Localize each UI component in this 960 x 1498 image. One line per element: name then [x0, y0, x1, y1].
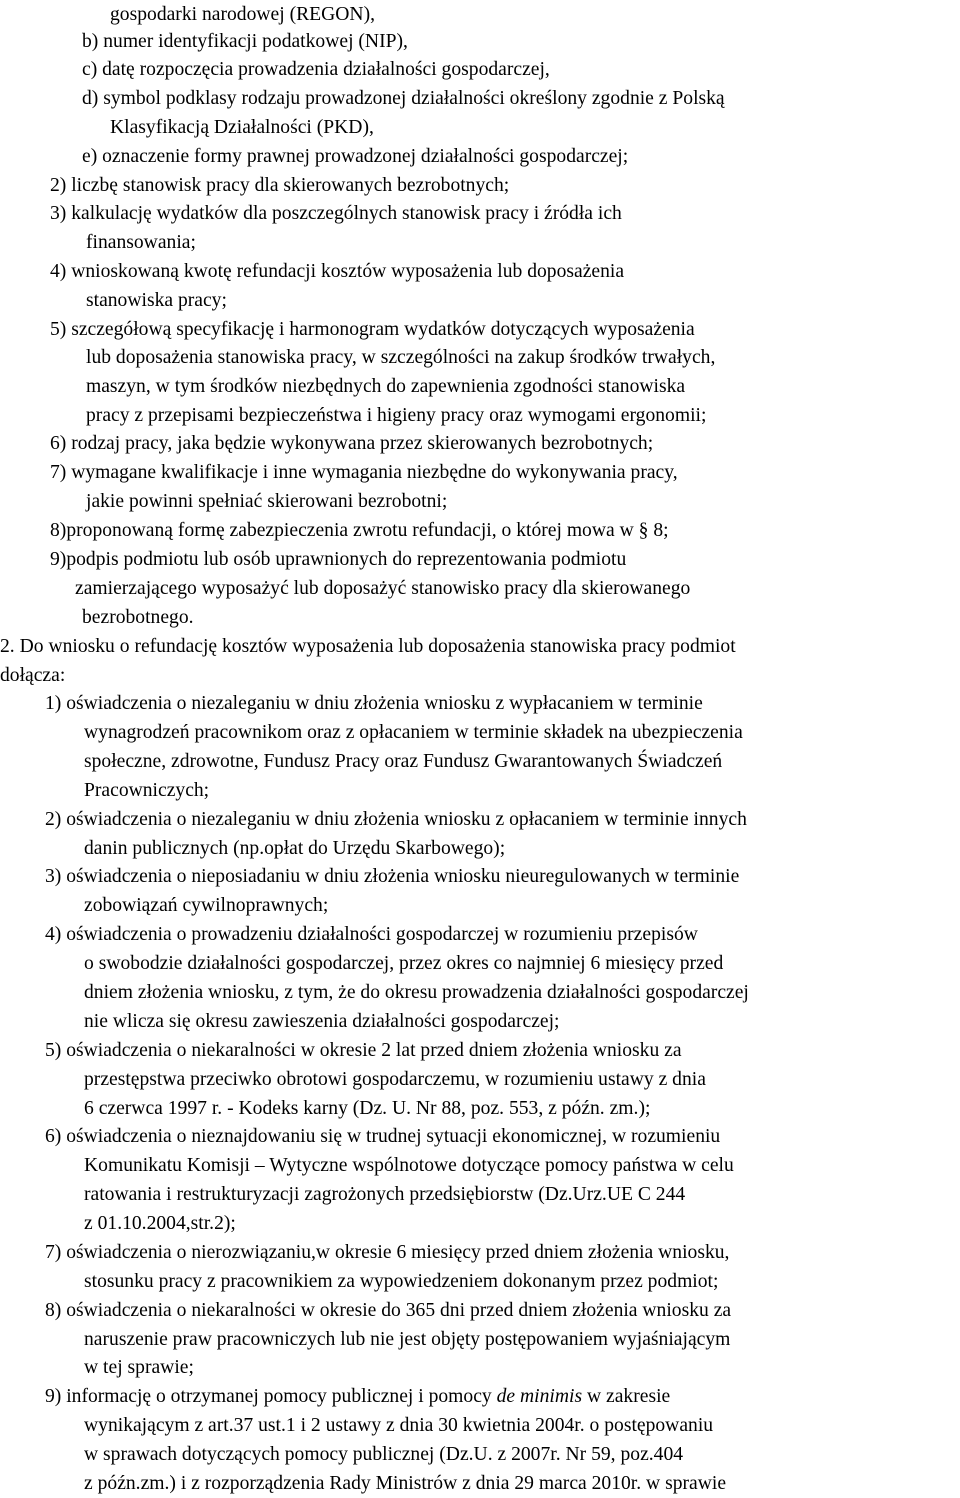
- text-line: danin publicznych (np.opłat do Urzędu Skarbowego);: [84, 838, 506, 859]
- list-item-line: 4) oświadczenia o prowadzeniu działalności gospodarczej w rozumieniu przepisów: [45, 924, 698, 945]
- text-line: jakie powinni spełniać skierowani bezrobotni;: [86, 491, 448, 512]
- text-line: w tej sprawie;: [84, 1357, 194, 1378]
- text-line: 8)proponowaną formę zabezpieczenia zwrotu refundacji, o której mowa w § 8;: [50, 520, 669, 541]
- text-line: 4) wnioskowaną kwotę refundacji kosztów wyposażenia lub doposażenia: [50, 261, 625, 282]
- text-line: wynikającym z art.37 ust.1 i 2 ustawy z dnia 30 kwietnia 2004r. o postępowaniu: [84, 1415, 714, 1436]
- text-line: b) numer identyfikacji podatkowej (NIP),: [82, 31, 408, 52]
- text-line: zamierzającego wyposażyć lub doposażyć stanowisko pracy dla skierowanego: [75, 578, 691, 599]
- text-line: w sprawach dotyczących pomocy publicznej (Dz.U. z 2007r. Nr 59, poz.404: [84, 1444, 684, 1465]
- text-line: Pracowniczych;: [84, 780, 210, 801]
- text-line: stosunku pracy z pracownikiem za wypowiedzeniem dokonanym przez podmiot;: [84, 1271, 719, 1292]
- text-span: w zakresie: [586, 1386, 671, 1407]
- text-line: e) oznaczenie formy prawnej prowadzonej działalności gospodarczej;: [82, 146, 629, 167]
- text-line: społeczne, zdrowotne, Fundusz Pracy oraz Fundusz Gwarantowanych Świadczeń: [84, 751, 723, 772]
- text-line: 3) kalkulację wydatków dla poszczególnych stanowisk pracy i źródła ich: [50, 203, 622, 224]
- text-line: dołącza:: [0, 665, 66, 686]
- list-item-line: 6) oświadczenia o nieznajdowaniu się w trudnej sytuacji ekonomicznej, w rozumieniu: [45, 1126, 721, 1147]
- text-line: 5) szczegółową specyfikację i harmonogram wydatków dotyczących wyposażenia: [50, 319, 695, 340]
- text-line: Komunikatu Komisji – Wytyczne wspólnotowe dotyczące pomocy państwa w celu: [84, 1155, 734, 1176]
- text-line: 6) rodzaj pracy, jaka będzie wykonywana przez skierowanych bezrobotnych;: [50, 433, 654, 454]
- text-line: zobowiązań cywilnoprawnych;: [84, 895, 329, 916]
- list-item-line: 2) oświadczenia o niezaleganiu w dniu złożenia wniosku z opłacaniem w terminie innych: [45, 809, 747, 830]
- text-line: c) datę rozpoczęcia prowadzenia działalności gospodarczej,: [82, 59, 550, 80]
- text-line: 2) liczbę stanowisk pracy dla skierowanych bezrobotnych;: [50, 175, 510, 196]
- text-line: dniem złożenia wniosku, z tym, że do okresu prowadzenia działalności gospodarczej: [84, 982, 749, 1003]
- text-line: finansowania;: [86, 232, 196, 253]
- text-line: 6 czerwca 1997 r. - Kodeks karny (Dz. U. Nr 88, poz. 553, z późn. zm.);: [84, 1098, 651, 1119]
- list-item-line: 3) oświadczenia o nieposiadaniu w dniu złożenia wniosku nieuregulowanych w terminie: [45, 866, 740, 887]
- text-line: pracy z przepisami bezpieczeństwa i higieny pracy oraz wymogami ergonomii;: [86, 405, 707, 426]
- text-line: d) symbol podklasy rodzaju prowadzonej działalności określony zgodnie z Polską: [82, 88, 725, 109]
- list-item-line: [45, 1382, 670, 1411]
- text-line: maszyn, w tym środków niezbędnych do zapewnienia zgodności stanowiska: [86, 376, 686, 397]
- italic-term: de minimis: [496, 1386, 583, 1407]
- text-line: lub doposażenia stanowiska pracy, w szczególności na zakup środków trwałych,: [86, 347, 716, 368]
- list-item-line: 5) oświadczenia o niekaralności w okresie 2 lat przed dniem złożenia wniosku za: [45, 1040, 682, 1061]
- list-item-line: 1) oświadczenia o niezaleganiu w dniu złożenia wniosku z wypłacaniem w terminie: [45, 693, 703, 714]
- text-line: 9)podpis podmiotu lub osób uprawnionych do reprezentowania podmiotu: [50, 549, 627, 570]
- text-line: wynagrodzeń pracownikom oraz z opłacaniem w terminie składek na ubezpieczenia: [84, 722, 743, 743]
- text-line: gospodarki narodowej (REGON),: [110, 4, 376, 25]
- text-line: naruszenie praw pracowniczych lub nie jest objęty postępowaniem wyjaśniającym: [84, 1329, 731, 1350]
- text-line: 7) wymagane kwalifikacje i inne wymagania niezbędne do wykonywania pracy,: [50, 462, 678, 483]
- list-item-line: 8) oświadczenia o niekaralności w okresie do 365 dni przed dniem złożenia wniosku za: [45, 1300, 732, 1321]
- text-line: z późn.zm.) i z rozporządzenia Rady Ministrów z dnia 29 marca 2010r. w sprawie: [84, 1473, 727, 1494]
- text-line: nie wlicza się okresu zawieszenia działalności gospodarczej;: [84, 1011, 560, 1032]
- text-line: stanowiska pracy;: [86, 290, 227, 311]
- text-span: 9) informację o otrzymanej pomocy publicznej i pomocy: [45, 1386, 492, 1407]
- text-line: bezrobotnego.: [82, 607, 194, 628]
- text-line: z 01.10.2004,str.2);: [84, 1213, 236, 1234]
- section-heading-line: 2. Do wniosku o refundację kosztów wyposażenia lub doposażenia stanowiska pracy podmiot: [0, 636, 736, 657]
- text-line: Klasyfikacją Działalności (PKD),: [110, 117, 374, 138]
- list-item-line: 7) oświadczenia o nierozwiązaniu,w okresie 6 miesięcy przed dniem złożenia wniosku,: [45, 1242, 730, 1263]
- text-line: o swobodzie działalności gospodarczej, przez okres co najmniej 6 miesięcy przed: [84, 953, 724, 974]
- text-line: ratowania i restrukturyzacji zagrożonych przedsiębiorstw (Dz.Urz.UE C 244: [84, 1184, 686, 1205]
- text-line: przestępstwa przeciwko obrotowi gospodarczemu, w rozumieniu ustawy z dnia: [84, 1069, 706, 1090]
